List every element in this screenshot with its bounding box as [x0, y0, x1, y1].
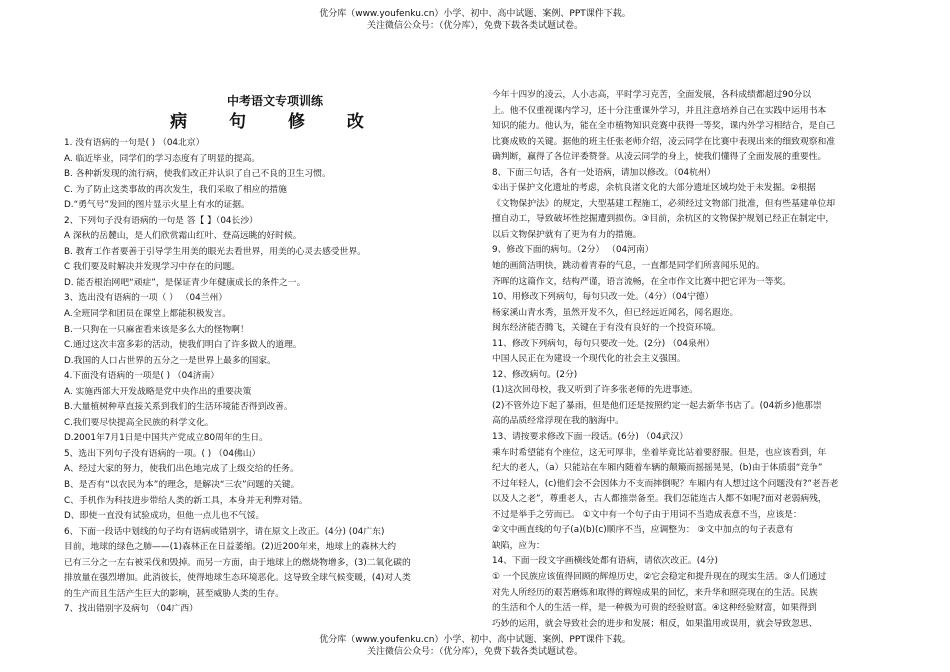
header-line-1: 优分库（www.youfenku.cn）小学、初中、高中试题、案例、PPT课件下载。	[319, 9, 631, 19]
doc-subtitle: 病 句 修 改	[170, 112, 382, 132]
text-line: 杨家溪山青水秀，虽然开发不久，但已经远近闻名，闻名遐迩。	[492, 307, 739, 318]
text-line: C.我们要尽快提高全民族的科学文化。	[64, 417, 214, 428]
header-line-2: 关注微信公众号：（优分库），免费下载各类试题试卷。	[366, 21, 583, 31]
text-line: A. 临近毕业，同学们的学习态度有了明显的提高。	[64, 153, 261, 164]
right-lines	[492, 88, 890, 632]
text-line: B. 教育工作者要善于引导学生用美的眼光去看世界，用美的心灵去感受世界。	[64, 246, 366, 257]
text-line: 11、修改下列病句，每句只要改一处。(2分) （04泉州）	[492, 338, 715, 349]
text-line: D、即使一直没有试验成功，但他一点儿也不气馁。	[64, 511, 265, 522]
text-line: (1)这次回母校，我又听到了许多张老师的先进事迹。	[492, 385, 698, 396]
text-line: 不过是举手之劳而已。 ①文中有一个句子由于用词不当造成表意不当，应该是：	[492, 509, 802, 520]
doc-title: 中考语文专项训练	[226, 94, 323, 108]
text-line: 8、下面三句话，各有一处语病，请加以修改。（04杭州）	[492, 167, 716, 178]
text-line: 确判断，赢得了各位评委赞誉。从凌云同学的身上，使我们懂得了全面发展的重要性。	[492, 152, 827, 163]
text-line: 比赛成败的关键。据他的班主任张老师介绍，凌云同学在比赛中表现出来的细致观察和准	[492, 136, 836, 147]
text-line: B、是否有“以农民为本”的理念，是解决“三农”问题的关键。	[64, 480, 300, 491]
text-line: 高的品质经常浮现在我的脑海中。	[492, 416, 624, 427]
left-lines	[64, 136, 488, 618]
text-line: 目前，地球的绿色之肺——(1)森林正在日益萎缩。(2)近200年来，地球上的森林大约	[64, 542, 397, 553]
text-line: 中国人民正在为建设一个现代化的社会主义强国。	[492, 354, 686, 365]
text-line: B. 各种新发现的流行病，使我们改正并认识了自己不良的卫生习惯。	[64, 169, 331, 180]
text-line: 6、下面一段话中划线的句子均有语病或错别字，请在原文上改正。(4分) (04广东)	[64, 526, 385, 537]
text-line: 今年十四岁的凌云，人小志高，平时学习克苦，全面发展，各科成绩都超过90分以	[492, 90, 812, 100]
text-line: 以及人之老”，尊重老人，古人都推崇备至。我们怎能连古人都不如呢?面对老弱病残，	[492, 494, 827, 505]
text-line: 3、选出没有语病的一项（ ） （04兰州）	[64, 293, 228, 304]
text-line: 已有三分之一左右被采伐和毁掉。而另一方面，由于地球上的燃烧物增多，(3)二氧化碳的	[64, 557, 411, 568]
text-line: A.全班同学和团员在课堂上都能积极发言。	[64, 309, 232, 320]
text-line: D.我国的人口占世界的五分之一是世界上最多的国家。	[64, 355, 276, 366]
text-line: 排放量在强烈增加。此消彼长，使得地球生态环境恶化。这导致全球气候变暖，(4)对人类	[64, 573, 411, 584]
text-line: D.“勇气号”发回的图片显示火星上有水的证据。	[64, 200, 250, 211]
text-line: 14、下面一段文字画横线处都有语病，请依次改正。(4分)	[492, 556, 718, 567]
text-line: ①出于保护文化遗址的考虑，余杭良渚文化的大部分遗址区域均处于未发掘。②根据	[492, 183, 816, 194]
page-header	[0, 8, 950, 32]
text-line: 10、用修改下列病句，每句只改一处。（4分）（04宁德）	[492, 292, 714, 303]
text-line: A. 实施西部大开发战略是党中央作出的重要决策	[64, 386, 252, 397]
text-line: 13、请按要求修改下面一段话。(6分) （04武汉）	[492, 432, 688, 443]
text-line: 纪大的老人，（a）只能站在车厢内随着车辆的颠簸而摇摇晃晃，(b)由于体质弱“竞争”	[492, 463, 823, 474]
text-line: 9、修改下面的病句。（2分） （04河南）	[492, 245, 654, 256]
text-line: 的生产而且生活产生巨大的影响，甚至威胁人类的生存。	[64, 588, 284, 599]
right-column	[492, 88, 890, 632]
text-line: A 深秋的岳麓山，是人们欣赏霜山红叶、登高远眺的好时候。	[64, 231, 302, 242]
text-line: 上。他不仅重视课内学习，还十分注重课外学习，并且注意培养自己在实践中运用书本	[492, 105, 827, 116]
text-line: 对先人所经历的艰苦磨炼和取得的辉煌成果的回忆，来升华和照亮现在的生活。民族	[492, 587, 818, 598]
text-line: 乘车时希望能有个座位，这无可厚非，坐着毕竟比站着要舒服。但是，也应该看到，年	[492, 447, 827, 458]
text-line: 12、修改病句。(2分)	[492, 369, 578, 380]
text-line: 1. 没有语病的一句是( ) （04北京）	[64, 138, 205, 148]
text-line: B.大量植树种草直接关系到我们的生活环境能否得到改善。	[64, 402, 293, 413]
footer-line-2: 关注微信公众号：（优分库），免费下载各类试题试卷。	[366, 647, 583, 657]
text-line: 齐晖的这篇作文，结构严谨，语言流畅，在全市作文比赛中把它评为一等奖。	[492, 276, 792, 287]
text-line: 她的画简洁明快，跳动着青春的气息，一直都是同学们所喜闻乐见的。	[492, 261, 765, 272]
text-line: B.一只狗在一只麻雀看来该是多么大的怪物啊！	[64, 324, 249, 335]
text-line: C 我们要及时解决并发现学习中存在的问题。	[64, 262, 241, 273]
text-line: A、经过大家的努力，使我们出色地完成了上级交给的任务。	[64, 464, 299, 475]
text-line: 5、选出下列句子没有语病的一项。( ) （04佛山）	[64, 448, 261, 459]
text-line: C. 为了防止这类事故的再次发生，我们采取了相应的措施	[64, 184, 287, 195]
text-line: D. 能否根治网吧“顽症”，是保证青少年健康成长的条件之一。	[64, 277, 306, 288]
text-line: C、手机作为科技进步带给人类的新工具，本身并无利弊对错。	[64, 495, 308, 506]
page-footer	[0, 634, 950, 658]
footer-line-1: 优分库（www.youfenku.cn）小学、初中、高中试题、案例、PPT课件下载。	[319, 635, 631, 645]
text-line: 知识的能力。他认为，能在全市植物知识竞赛中获得一等奖，课内外学习相结合，是自己	[492, 121, 836, 132]
text-line: 以后文物保护就有了更为有力的措施。	[492, 229, 642, 240]
text-line: (2)不管外边下起了暴雨，但是他们还是按照约定一起去新华书店了。(04新乡)他那崇	[492, 400, 822, 411]
text-line: 缺陷，应为：	[492, 540, 545, 551]
left-column	[64, 92, 488, 618]
text-line: 擅自动工，导致破坏性挖掘遭到损伤。③目前，余杭区的文物保护规划已经正在制定中，	[492, 214, 835, 225]
text-line: 不过年轻人，(c)他们会不会因体力不支而摔倒呢？车厢内有人想过这个问题没有?“老吾老	[492, 478, 839, 489]
text-line: 2、下列句子没有语病的一句是 答【 】（04长沙）	[64, 215, 258, 226]
text-line: C.通过这次丰富多彩的活动，使我们明白了许多做人的道理。	[64, 340, 302, 351]
text-line: 闽东经济能否腾飞，关键在于有没有良好的一个投资环境。	[492, 323, 721, 334]
text-line: 巧妙的运用，就会导致社会的进步和发展；相反，如果滥用或误用，就会导致忽思、	[492, 618, 818, 629]
text-line: 《文物保护法》的规定，大型基建工程施工，必须经过文物部门批准，但有些基建单位却	[492, 198, 836, 209]
text-line: 7、找出错别字及病句 （04广西）	[64, 604, 198, 615]
text-line: ②文中画直线的句子(a)(b)(c)顺序不当，应调整为： ③文中加点的句子表意有	[492, 525, 794, 536]
text-line: D.2001年7月1日是中国共产党成立80周年的生日。	[64, 433, 268, 444]
text-line: ① 一个民族应该值得回顾的辉煌历史，②它会稳定和提升现在的现实生活。③人们通过	[492, 571, 827, 582]
text-line: 的生活和个人的生活一样，是一种极为可贵的经验财富。④这种经验财富，如果得到	[492, 603, 817, 614]
text-line: 4.下面没有语病的一项是( ) （04济南）	[64, 371, 220, 382]
